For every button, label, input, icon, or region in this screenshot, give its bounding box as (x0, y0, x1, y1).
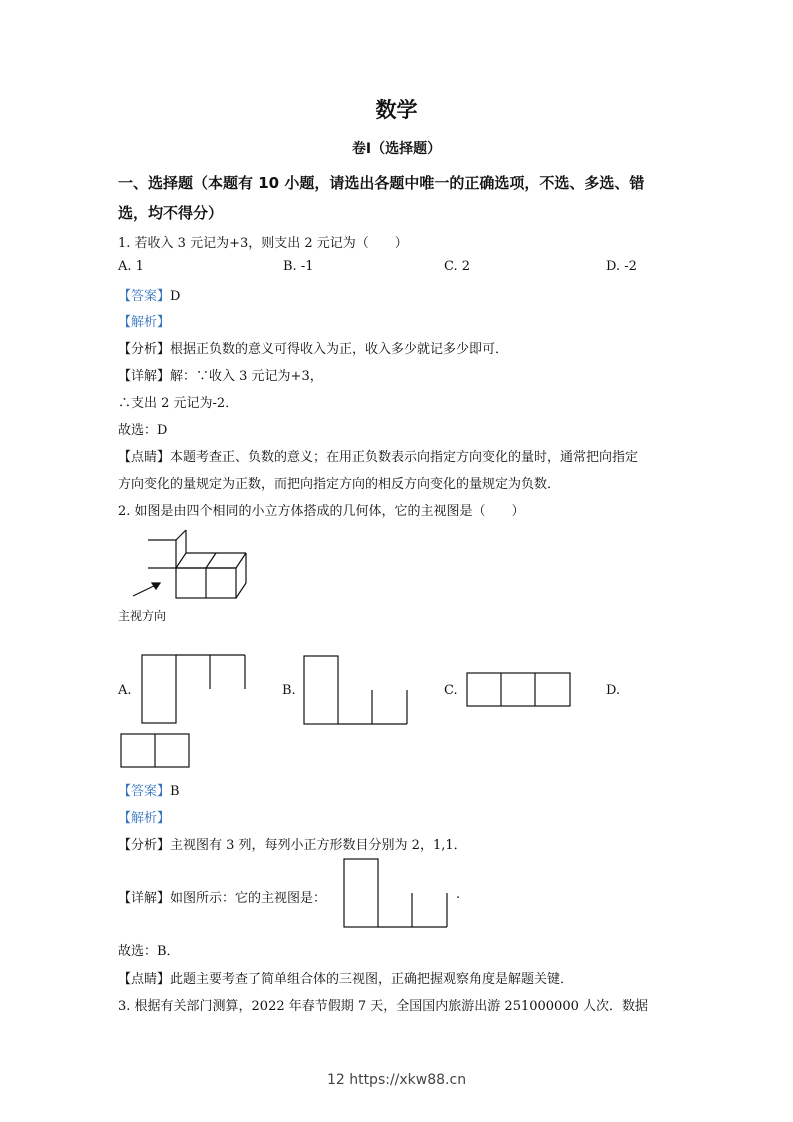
q2-dianjing (118, 968, 573, 987)
q3-stem: 3. 根据有关部门测算，2022 年春节假期 7 天，全国国内旅游出游 251000000 人次．数据 (118, 999, 648, 1014)
dianjing-text: 本题考查正、负数的意义；在用正负数表示向指定方向变化的量时，通常把向指定 (170, 450, 639, 465)
dianjing-tag: 【点睛】 (118, 972, 171, 987)
q1-option-b: B. -1 (283, 259, 314, 274)
fenxi-text: 根据正负数的意义可得收入为正，收入多少就记多少即可． (170, 342, 509, 357)
q1-xiangjie-2: ∴支出 2 元记为-2． (118, 396, 239, 411)
section-heading-line2: 选，均不得分） (118, 204, 224, 222)
q1-option-a: A. 1 (118, 259, 144, 274)
q2-option-b-figure (303, 655, 409, 725)
q1-fenxi (118, 338, 508, 357)
fenxi-text: 主视图有 3 列，每列小正方形数目分别为 2，1,1． (170, 838, 467, 853)
q2-option-c-figure (466, 672, 572, 708)
q2-xiangjie (118, 887, 326, 906)
answer-tag: 【答案】 (118, 289, 171, 304)
q2-option-b-label: B. (282, 683, 296, 698)
q2-option-d-figure (120, 733, 192, 769)
xiangjie-tag: 【详解】 (118, 891, 171, 906)
q2-answer-front-view (343, 858, 449, 928)
q2-xiangjie-period: . (456, 887, 461, 902)
q1-dianjing-2: 方向变化的量规定为正数，而把向指定方向的相反方向变化的量规定为负数． (118, 477, 561, 492)
q1-stem: 1. 若收入 3 元记为+3，则支出 2 元记为（ ） (118, 236, 408, 251)
fenxi-tag: 【分析】 (118, 838, 171, 853)
q2-option-a-figure (141, 654, 247, 724)
dianjing-text: 此题主要考查了简单组合体的三视图，正确把握观察角度是解题关键． (170, 972, 574, 987)
q2-option-a-label: A. (118, 683, 132, 698)
q1-option-c: C. 2 (444, 259, 471, 274)
page-title: 数学 (375, 98, 418, 122)
q1-analysis-tag: 【解析】 (118, 315, 171, 330)
q2-option-d-label: D. (606, 683, 621, 698)
q1-xiangjie (118, 365, 323, 384)
xiangjie-text: 如图所示：它的主视图是： (170, 891, 327, 906)
fenxi-tag: 【分析】 (118, 342, 171, 357)
q1-dianjing (118, 446, 638, 465)
q2-fenxi (118, 834, 467, 853)
q2-analysis-tag: 【解析】 (118, 811, 171, 826)
isometric-figure (118, 528, 258, 603)
answer-tag: 【答案】 (118, 784, 171, 799)
q2-conclusion: 故选：B． (118, 944, 180, 959)
q2-answer (118, 780, 180, 799)
q1-answer (118, 285, 180, 304)
q1-conclusion: 故选：D (118, 423, 168, 438)
page-footer: 12 https://xkw88.cn (326, 1072, 467, 1088)
q2-option-c-label: C. (444, 683, 458, 698)
view-direction-label: 主视方向 (118, 609, 167, 623)
xiangjie-tag: 【详解】 (118, 369, 171, 384)
paper-subtitle: 卷Ⅰ（选择题） (351, 141, 442, 157)
q1-option-d: D. -2 (606, 259, 637, 274)
xiangjie-text: 解：∵收入 3 元记为+3， (170, 369, 323, 384)
answer-value: B (170, 784, 180, 799)
answer-value: D (170, 289, 181, 304)
q2-stem: 2. 如图是由四个相同的小立方体搭成的几何体，它的主视图是（ ） (118, 504, 525, 519)
section-heading-line1: 一、选择题（本题有 10 小题，请选出各题中唯一的正确选项，不选、多选、错 (118, 174, 645, 192)
dianjing-tag: 【点睛】 (118, 450, 171, 465)
